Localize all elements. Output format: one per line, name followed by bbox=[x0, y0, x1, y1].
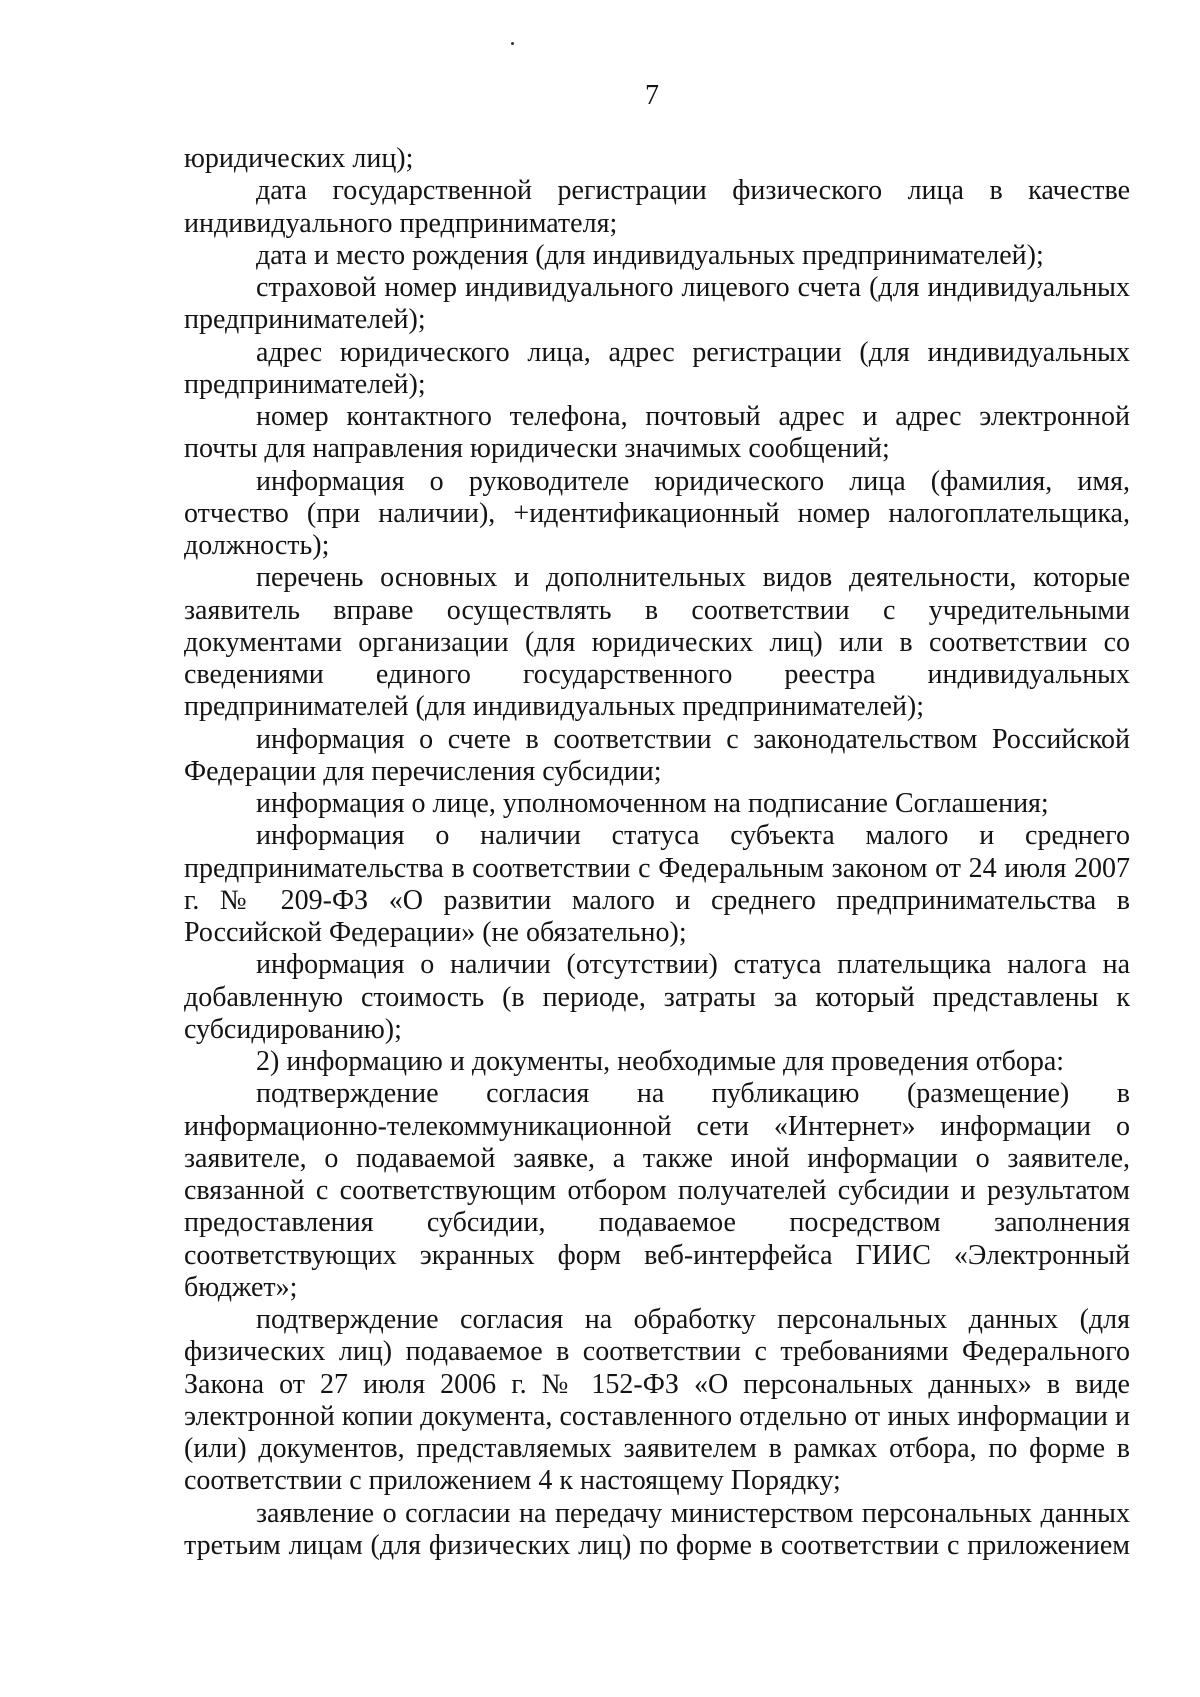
paragraph-signatory: информация о лице, уполномоченном на подписание Соглашения; bbox=[256, 788, 1049, 819]
paragraph-section-2-heading: 2) информацию и документы, необходимые для проведения отбора: bbox=[256, 1046, 1065, 1077]
paragraph-activities-list: перечень основных и дополнительных видов деятельности, которые заявитель вправе осуществлять в соответствии с учредительными документами организации (для юридических лиц) или в соответствии со сведениями единого государственного реестра индивидуальных предпринимателей (для индивидуальных предпринимателей); bbox=[184, 562, 1130, 723]
scan-dot bbox=[511, 42, 514, 45]
paragraph-registration-date: дата государственной регистрации физического лица в качестве индивидуального предпринимателя; bbox=[184, 175, 1130, 239]
paragraph-insurance-number: страховой номер индивидуального лицевого счета (для индивидуальных предпринимателей); bbox=[184, 272, 1130, 336]
paragraph-birth-date: дата и место рождения (для индивидуальных предпринимателей); bbox=[256, 239, 1044, 271]
document-body bbox=[184, 143, 1130, 1562]
paragraph-address: адрес юридического лица, адрес регистрации (для индивидуальных предпринимателей); bbox=[184, 336, 1130, 400]
page-number: 7 bbox=[645, 80, 659, 111]
paragraph-director-info: информация о руководителе юридического лица (фамилия, имя, отчество (при наличии), +идентификационный номер налогоплательщика, должность); bbox=[184, 465, 1130, 561]
paragraph-contacts: номер контактного телефона, почтовый адрес и адрес электронной почты для направления юридически значимых сообщений; bbox=[184, 401, 1130, 465]
paragraph-continuation: юридических лиц); bbox=[184, 143, 414, 174]
paragraph-sme-status: информация о наличии статуса субъекта малого и среднего предпринимательства в соответствии с Федеральным законом от 24 июля 2007 г. № 209-ФЗ «О развитии малого и среднего предпринимательства в Российской Федерации» (не обязательно); bbox=[184, 820, 1130, 948]
paragraph-publication-consent: подтверждение согласия на публикацию (размещение) в информационно-телекоммуникационной сети «Интернет» информации о заявителе, о подаваемой заявке, а также иной информации о заявителе, связанной с соответствующим отбором получателей субсидии и результатом предоставления субсидии, подаваемое посредством заполнения соответствующих экранных форм веб-интерфейса ГИИС «Электронный бюджет»; bbox=[184, 1078, 1130, 1303]
paragraph-account-info: информация о счете в соответствии с законодательством Российской Федерации для перечисления субсидии; bbox=[184, 723, 1130, 787]
paragraph-data-transfer-consent: заявление о согласии на передачу министерством персональных данных третьим лицам (для физических лиц) по форме в соответствии с приложением bbox=[184, 1497, 1130, 1561]
paragraph-vat-status: информация о наличии (отсутствии) статуса плательщика налога на добавленную стоимость (в периоде, затраты за который представлены к субсидированию); bbox=[184, 949, 1130, 1045]
paragraph-personal-data-consent: подтверждение согласия на обработку персональных данных (для физических лиц) подаваемое в соответствии с требованиями Федерального Закона от 27 июля 2006 г. № 152-ФЗ «О персональных данных» в виде электронной копии документа, составленного отдельно от иных информации и (или) документов, представляемых заявителем в рамках отбора, по форме в соответствии с приложением 4 к настоящему Порядку; bbox=[184, 1304, 1130, 1497]
